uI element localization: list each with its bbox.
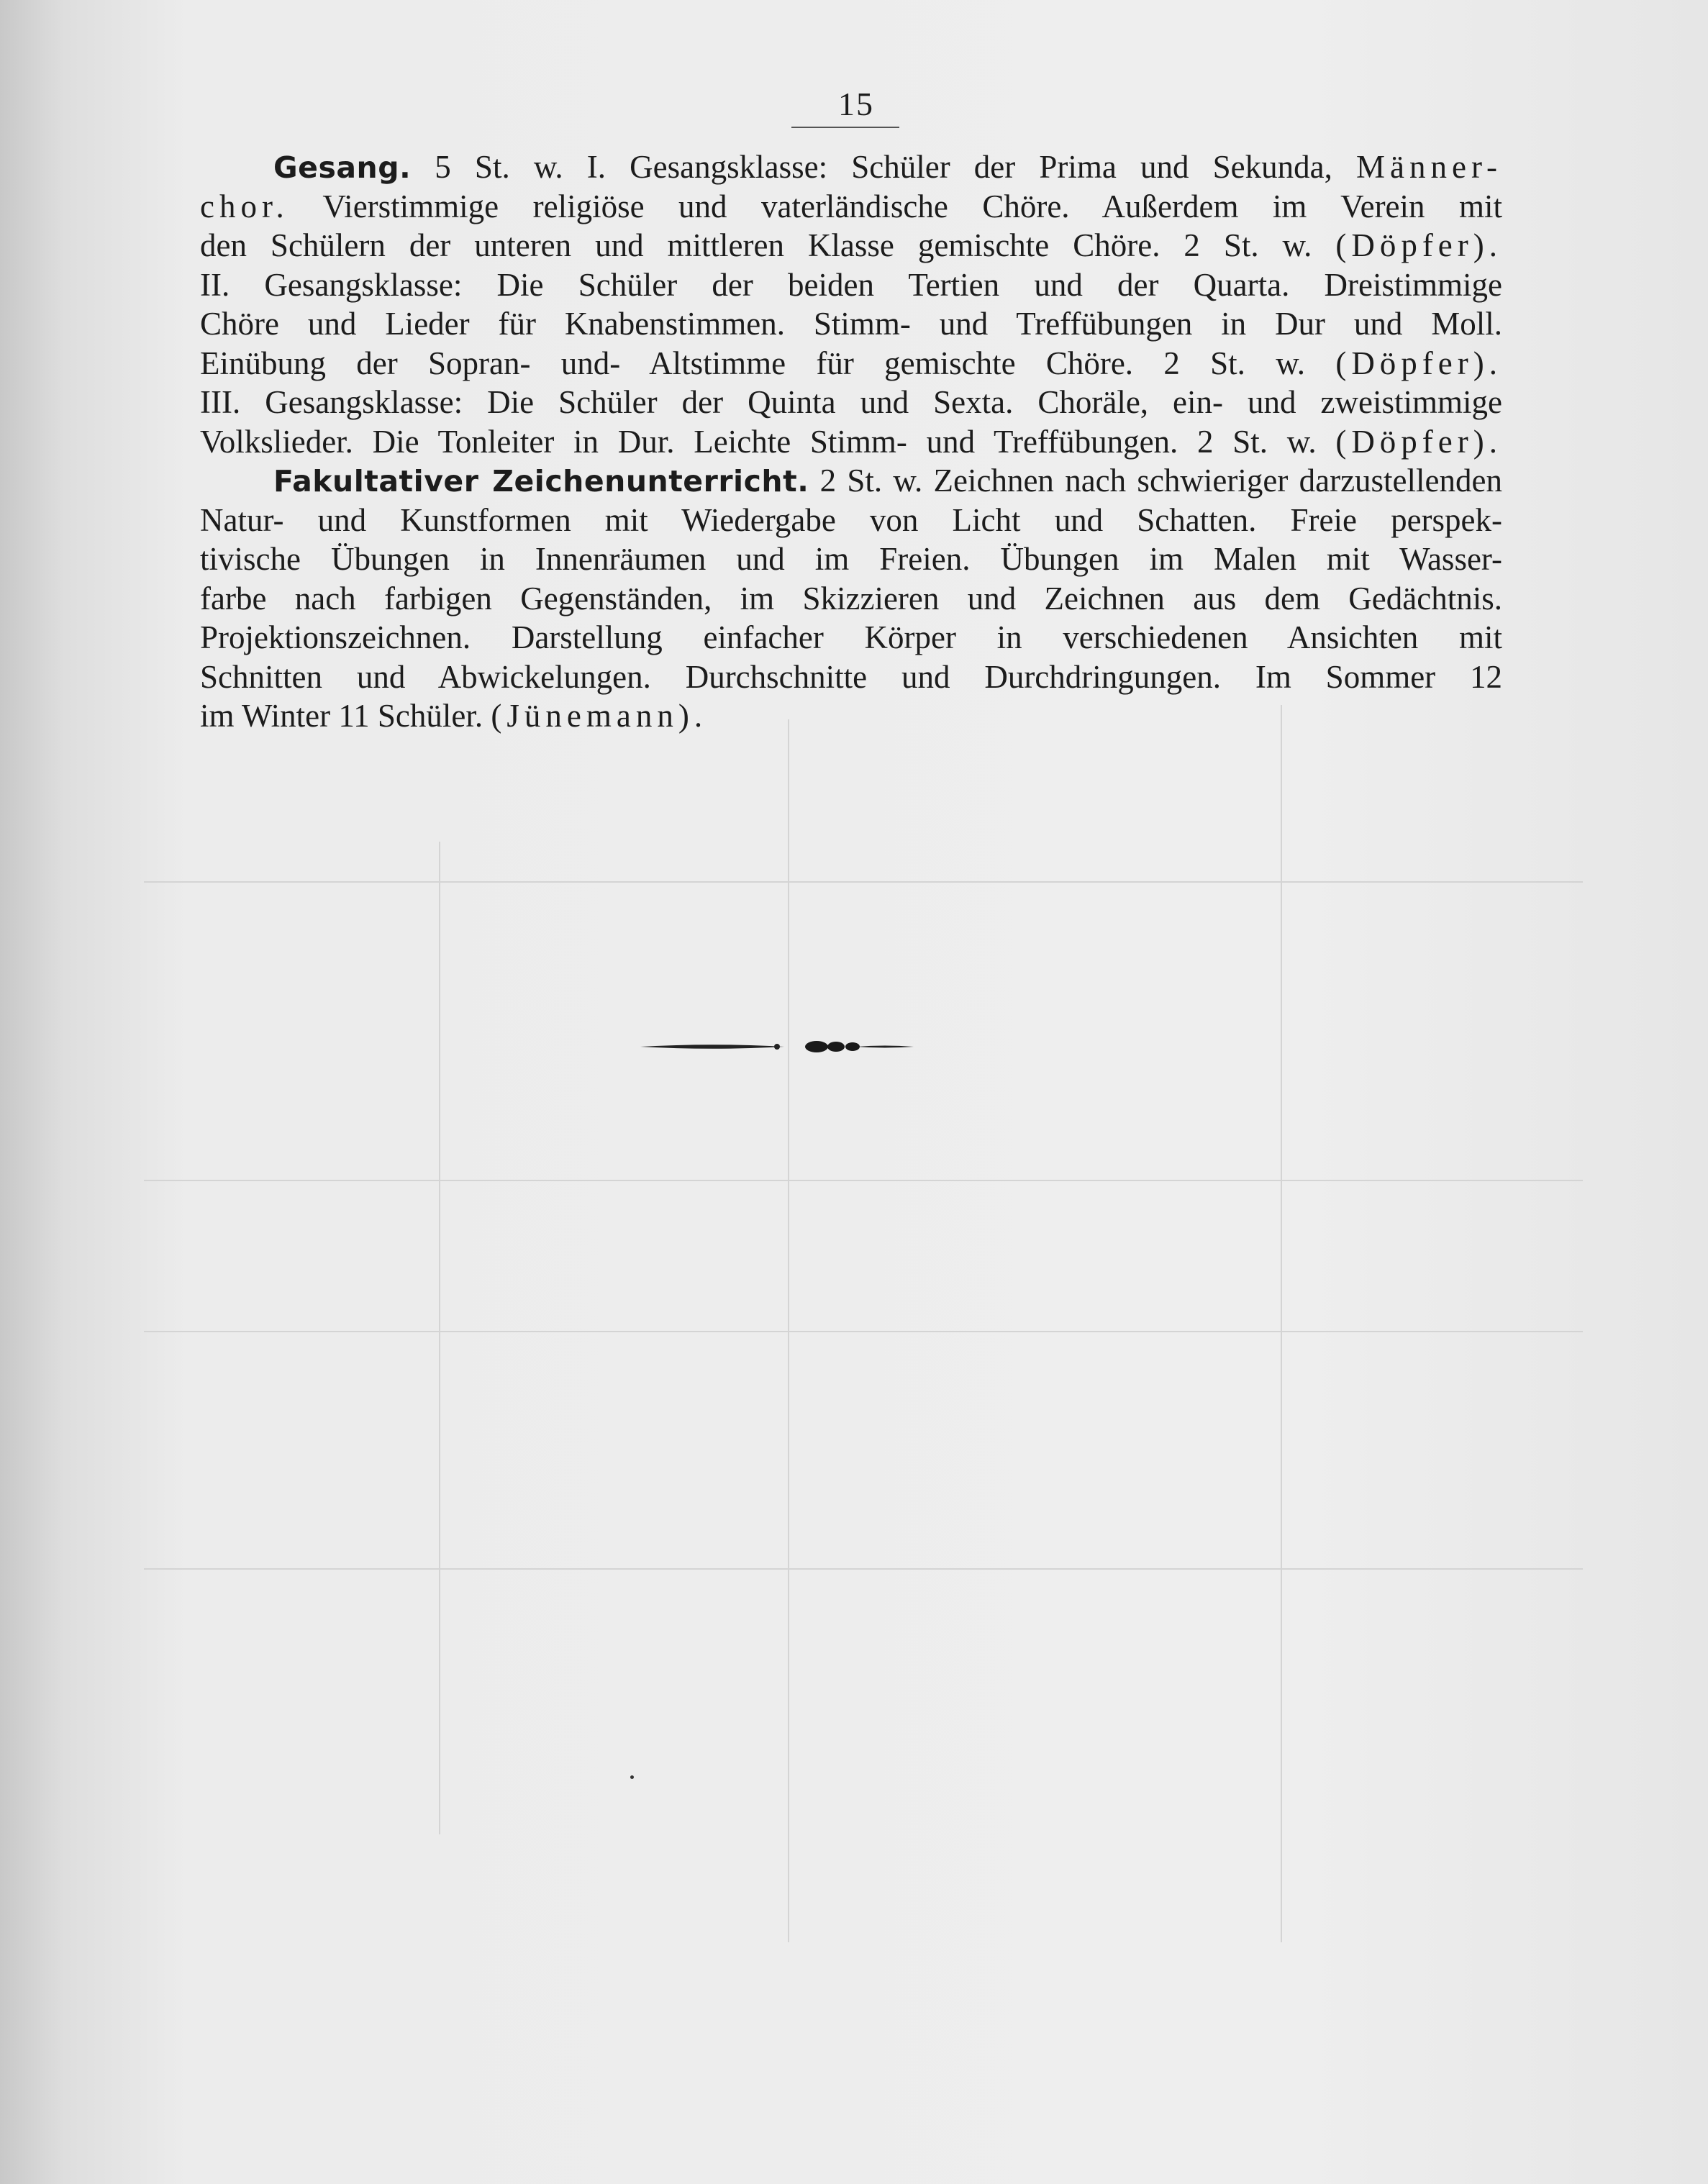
teacher-name: (Jünemann). (491, 698, 708, 734)
text-run: Natur- und Kunstformen mit Wiedergabe von Licht und Schatten. Freie perspek- (200, 501, 1502, 538)
bleed-through-rule (144, 1568, 1583, 1570)
text-line (200, 658, 1502, 697)
text-run: Volkslieder. Die Tonleiter in Dur. Leichte Stimm- und Treffübungen. 2 St. w. (200, 423, 1317, 460)
text-line (200, 265, 1502, 305)
page-number: 15 (838, 86, 874, 122)
text-run: im Winter 11 Schüler. (200, 698, 483, 734)
bleed-through-rule (144, 881, 1583, 883)
text-run: III. Gesangsklasse: Die Schüler der Quinta und Sexta. Choräle, ein- und zweistimmige (200, 384, 1502, 420)
text-run: II. Gesangsklasse: Die Schüler der beiden Tertien und der Quarta. Dreistimmige (200, 266, 1502, 303)
teacher-name: (Döpfer). (1335, 227, 1503, 263)
text-line (200, 304, 1502, 344)
text-run: 2 St. w. Zeichnen nach schwieriger darzustellenden (819, 463, 1502, 499)
section-heading-zeichenunterricht: Fakultativer Zeichenunterricht. (273, 464, 809, 499)
section-end-ornament (640, 1036, 914, 1057)
text-line (200, 187, 1502, 227)
teacher-name: (Döpfer). (1335, 345, 1502, 381)
text-run: Projektionszeichnen. Darstellung einfacher Körper in verschiedenen Ansichten mit (200, 619, 1502, 655)
text-run: Vierstimmige religiöse und vaterländische Chöre. Außerdem im Verein mit (322, 188, 1503, 224)
bleed-through-rule (1281, 705, 1282, 1942)
ink-speck (630, 1775, 634, 1779)
text-line (200, 501, 1502, 540)
page-number-rule (791, 127, 899, 128)
text-line (200, 422, 1502, 462)
text-line (200, 461, 1502, 501)
text-run: Chöre und Lieder für Knabenstimmen. Stimm- und Treffübungen in Dur und Moll. (200, 306, 1502, 342)
text-line (200, 226, 1502, 265)
text-run: tivische Übungen in Innenräumen und im Freien. Übungen im Malen mit Wasser- (200, 541, 1502, 577)
text-line (200, 344, 1502, 383)
text-run: den Schülern der unteren und mittleren Klasse gemischte Chöre. 2 St. w. (200, 227, 1312, 263)
text-line (200, 383, 1502, 422)
teacher-name: (Döpfer). (1335, 423, 1502, 460)
text-line (200, 540, 1502, 579)
text-run: Männer- (1356, 149, 1503, 185)
text-line (200, 696, 1502, 736)
bleed-through-rule (144, 1331, 1583, 1332)
main-text (200, 147, 1502, 736)
text-run: Einübung der Sopran- und- Altstimme für gemischte Chöre. 2 St. w. (200, 345, 1306, 381)
text-run: farbe nach farbigen Gegenständen, im Skizzieren und Zeichnen aus dem Gedächtnis. (200, 580, 1502, 616)
bleed-through-rule (144, 1180, 1583, 1181)
text-line (200, 579, 1502, 619)
section-heading-gesang: Gesang. (273, 150, 412, 185)
text-line (200, 618, 1502, 658)
text-run: 5 St. w. I. Gesangsklasse: Schüler der Prima und Sekunda, (435, 149, 1332, 185)
text-run: Schnitten und Abwickelungen. Durchschnitte und Durchdringungen. Im Sommer 12 (200, 658, 1502, 695)
text-line (200, 147, 1502, 187)
text-run: chor. (200, 188, 289, 224)
bleed-through-rule (439, 842, 440, 1834)
